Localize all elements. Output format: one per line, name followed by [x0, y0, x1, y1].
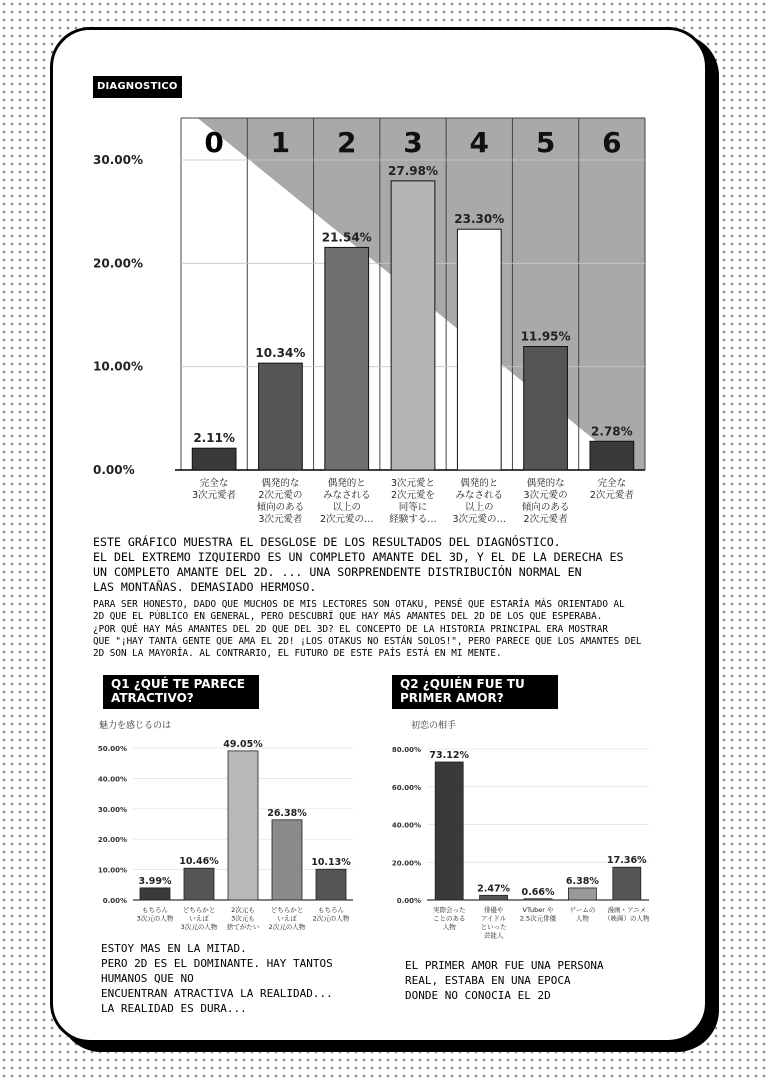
category-label: 2次元愛の — [258, 490, 303, 501]
q2-chart — [53, 30, 708, 950]
category-label: 3次元愛と — [390, 478, 436, 489]
category-label: 3次元愛者 — [192, 490, 237, 501]
bar-value-label: 11.95% — [520, 329, 571, 344]
bar — [613, 867, 641, 900]
y-tick-label: 80.00% — [391, 746, 421, 754]
category-label: 2次元愛者 — [589, 490, 634, 501]
column-number: 4 — [469, 126, 490, 159]
q1-tag: Q1 ¿QUÉ TE PARECE ATRACTIVO? — [103, 675, 259, 709]
detail-line: ¿POR QUÉ HAY MÁS AMANTES DEL 2D QUE DEL 3D? EL CONCEPTO DE LA HISTORIA PRINCIPAL ERA MOSTRAR — [93, 623, 608, 635]
category-label: 2次元愛を — [390, 490, 436, 501]
y-tick-label: 20.00% — [93, 256, 143, 271]
column-number: 6 — [602, 126, 622, 159]
column-number: 0 — [204, 126, 224, 159]
bar-value-label: 21.54% — [321, 230, 372, 245]
category-label: 3次元愛者 — [258, 514, 303, 525]
category-label: どちらかと — [182, 906, 216, 914]
y-tick-label: 40.00% — [97, 775, 127, 784]
q2-comment-line: REAL, ESTABA EN UNA EPOCA — [405, 974, 571, 987]
category-label: 2次元愛の… — [319, 514, 374, 525]
category-label: もちろん — [142, 906, 168, 914]
intro-line: UN COMPLETO AMANTE DEL 2D. ... UNA SORPRENDENTE DISTRIBUCIÓN NORMAL EN — [93, 565, 582, 579]
y-tick-label: 20.00% — [391, 859, 421, 868]
category-label: 2次元も — [231, 906, 255, 914]
bar-value-label: 10.13% — [311, 857, 351, 869]
detail-line: PARA SER HONESTO, DADO QUE MUCHOS DE MIS LECTORES SON OTAKU, PENSÉ QUE ESTARÍA MÁS ORIENTADO AL — [93, 599, 625, 610]
q2-chart-title: 初恋の相手 — [411, 721, 457, 731]
bar-value-label: 2.78% — [591, 424, 633, 439]
bar — [435, 762, 463, 900]
category-label: 3次元愛の — [523, 490, 568, 501]
bar-value-label: 27.98% — [388, 163, 438, 178]
category-label: 偶発的な — [261, 478, 300, 489]
category-label: 同等に — [398, 502, 428, 513]
category-label: 3次元の人物 — [180, 923, 218, 931]
category-label: 芸能人 — [483, 931, 504, 940]
category-label: といった — [480, 923, 507, 931]
bar-value-label: 0.66% — [521, 886, 555, 898]
category-label: 2次元愛者 — [523, 514, 568, 525]
y-tick-label: 30.00% — [93, 153, 143, 167]
bar — [568, 888, 596, 900]
bar-value-label: 2.11% — [193, 431, 235, 446]
bar-value-label: 23.30% — [454, 212, 505, 227]
bar-value-label: 6.38% — [565, 875, 599, 887]
intro-line: ESTE GRÁFICO MUESTRA EL DESGLOSE DE LOS RESULTADOS DEL DIAGNÓSTICO. — [93, 535, 561, 549]
category-label: 人物 — [575, 914, 589, 923]
category-label: アイドル — [480, 914, 507, 923]
category-label: 2次元の人物 — [268, 923, 306, 931]
bar-value-label: 26.38% — [267, 807, 307, 819]
column-number: 3 — [403, 126, 423, 159]
y-tick-label: 40.00% — [391, 821, 421, 830]
column-number: 2 — [336, 126, 357, 159]
intro-line: LAS MONTAÑAS. DEMASIADO HERMOSO. — [93, 580, 317, 594]
bar — [480, 895, 508, 900]
bar-value-label: 10.46% — [179, 856, 219, 868]
category-label: どちらかと — [270, 906, 304, 914]
category-label: みなされる — [455, 490, 504, 501]
category-label: 漫画・アニメ — [607, 906, 647, 914]
category-label: 捨てがたい — [226, 923, 260, 931]
category-label: 実際会った — [432, 906, 466, 914]
detail-line: 2D QUE EL PÚBLICO EN GENERAL, PERO DESCUBRÍ QUE HAY MÁS AMANTES DEL 2D DE LOS QUE ESPERABA. — [93, 611, 603, 623]
category-label: 人物 — [442, 923, 456, 931]
category-label: 以上の — [332, 502, 361, 513]
category-label: 2.5次元俳優 — [519, 914, 557, 923]
q2-comment — [405, 958, 675, 1003]
category-label: 偶発的な — [526, 478, 565, 489]
bar-value-label: 10.34% — [255, 346, 306, 361]
detail-line: QUE "¡HAY TANTA GENTE QUE AMA EL 2D! ¡LOS OTAKUS NO ESTÁN SOLOS!", PERO PARECE QUE LOS AMANTES DEL — [93, 635, 642, 647]
q2-tag: Q2 ¿QUIÉN FUE TU PRIMER AMOR? — [392, 675, 558, 709]
category-label: 3次元も — [231, 914, 255, 923]
column-number: 5 — [535, 126, 556, 159]
y-tick-label: 50.00% — [97, 745, 127, 753]
category-label: 完全な — [199, 478, 229, 489]
bar — [524, 899, 552, 900]
category-label: もちろん — [318, 906, 344, 914]
bar-value-label: 73.12% — [429, 749, 469, 761]
q1-comment-line: LA REALIDAD ES DURA... — [101, 1002, 247, 1015]
category-label: 3次元の人物 — [136, 914, 174, 923]
category-label: VTuber や — [522, 906, 554, 914]
category-label: 2次元の人物 — [312, 914, 350, 923]
category-label: いえば — [277, 914, 297, 923]
category-label: ゲームの — [569, 906, 596, 914]
category-label: 偶発的と — [460, 478, 499, 489]
category-label: 経験する… — [389, 514, 437, 525]
y-tick-label: 0.00% — [93, 463, 135, 477]
category-label: 傾向のある — [256, 502, 305, 513]
q1-comment-line: PERO 2D ES EL DOMINANTE. HAY TANTOS — [101, 957, 333, 970]
bar-value-label: 3.99% — [138, 875, 172, 887]
y-tick-label: 0.00% — [102, 897, 127, 905]
q1-comment — [101, 941, 391, 1016]
bar-value-label: 2.47% — [477, 883, 511, 895]
bar-value-label: 17.36% — [607, 855, 647, 867]
category-label: いえば — [189, 914, 209, 923]
detail-line: 2D SON LA MAYORÍA. AL CONTRARIO, EL FUTURO DE ESTE PAÍS ESTÁ EN MI MENTE. — [93, 648, 502, 660]
category-label: みなされる — [322, 490, 371, 501]
q1-comment-line: ESTOY MAS EN LA MITAD. — [101, 942, 247, 955]
bar-value-label: 49.05% — [223, 738, 263, 750]
q1-chart-title: 魅力を感じるのは — [99, 721, 172, 731]
q2-comment-line: DONDE NO CONOCIA EL 2D — [405, 989, 551, 1002]
category-label: （映画）の人物 — [604, 914, 650, 923]
category-label: 偶発的と — [327, 478, 366, 489]
category-label: 俳優や — [483, 906, 504, 914]
category-label: 完全な — [597, 478, 627, 489]
q1-comment-line: ENCUENTRAN ATRACTIVA LA REALIDAD... — [101, 987, 333, 1000]
y-tick-label: 60.00% — [391, 783, 421, 792]
category-label: ことのある — [432, 914, 466, 923]
y-tick-label: 30.00% — [97, 805, 127, 814]
y-tick-label: 10.00% — [93, 359, 143, 374]
y-tick-label: 10.00% — [97, 866, 127, 875]
y-tick-label: 20.00% — [97, 836, 127, 845]
page-card — [50, 27, 708, 1043]
column-number: 1 — [270, 126, 291, 159]
category-label: 以上の — [465, 502, 494, 513]
q1-comment-line: HUMANOS QUE NO — [101, 972, 194, 985]
y-tick-label: 0.00% — [396, 897, 421, 905]
category-label: 傾向のある — [521, 502, 570, 513]
intro-line: EL DEL EXTREMO IZQUIERDO ES UN COMPLETO AMANTE DEL 3D, Y EL DE LA DERECHA ES — [93, 550, 624, 564]
category-label: 3次元愛の… — [452, 514, 507, 525]
q2-comment-line: EL PRIMER AMOR FUE UNA PERSONA — [405, 959, 604, 972]
diagnostic-tag: DIAGNOSTICO — [93, 76, 182, 98]
